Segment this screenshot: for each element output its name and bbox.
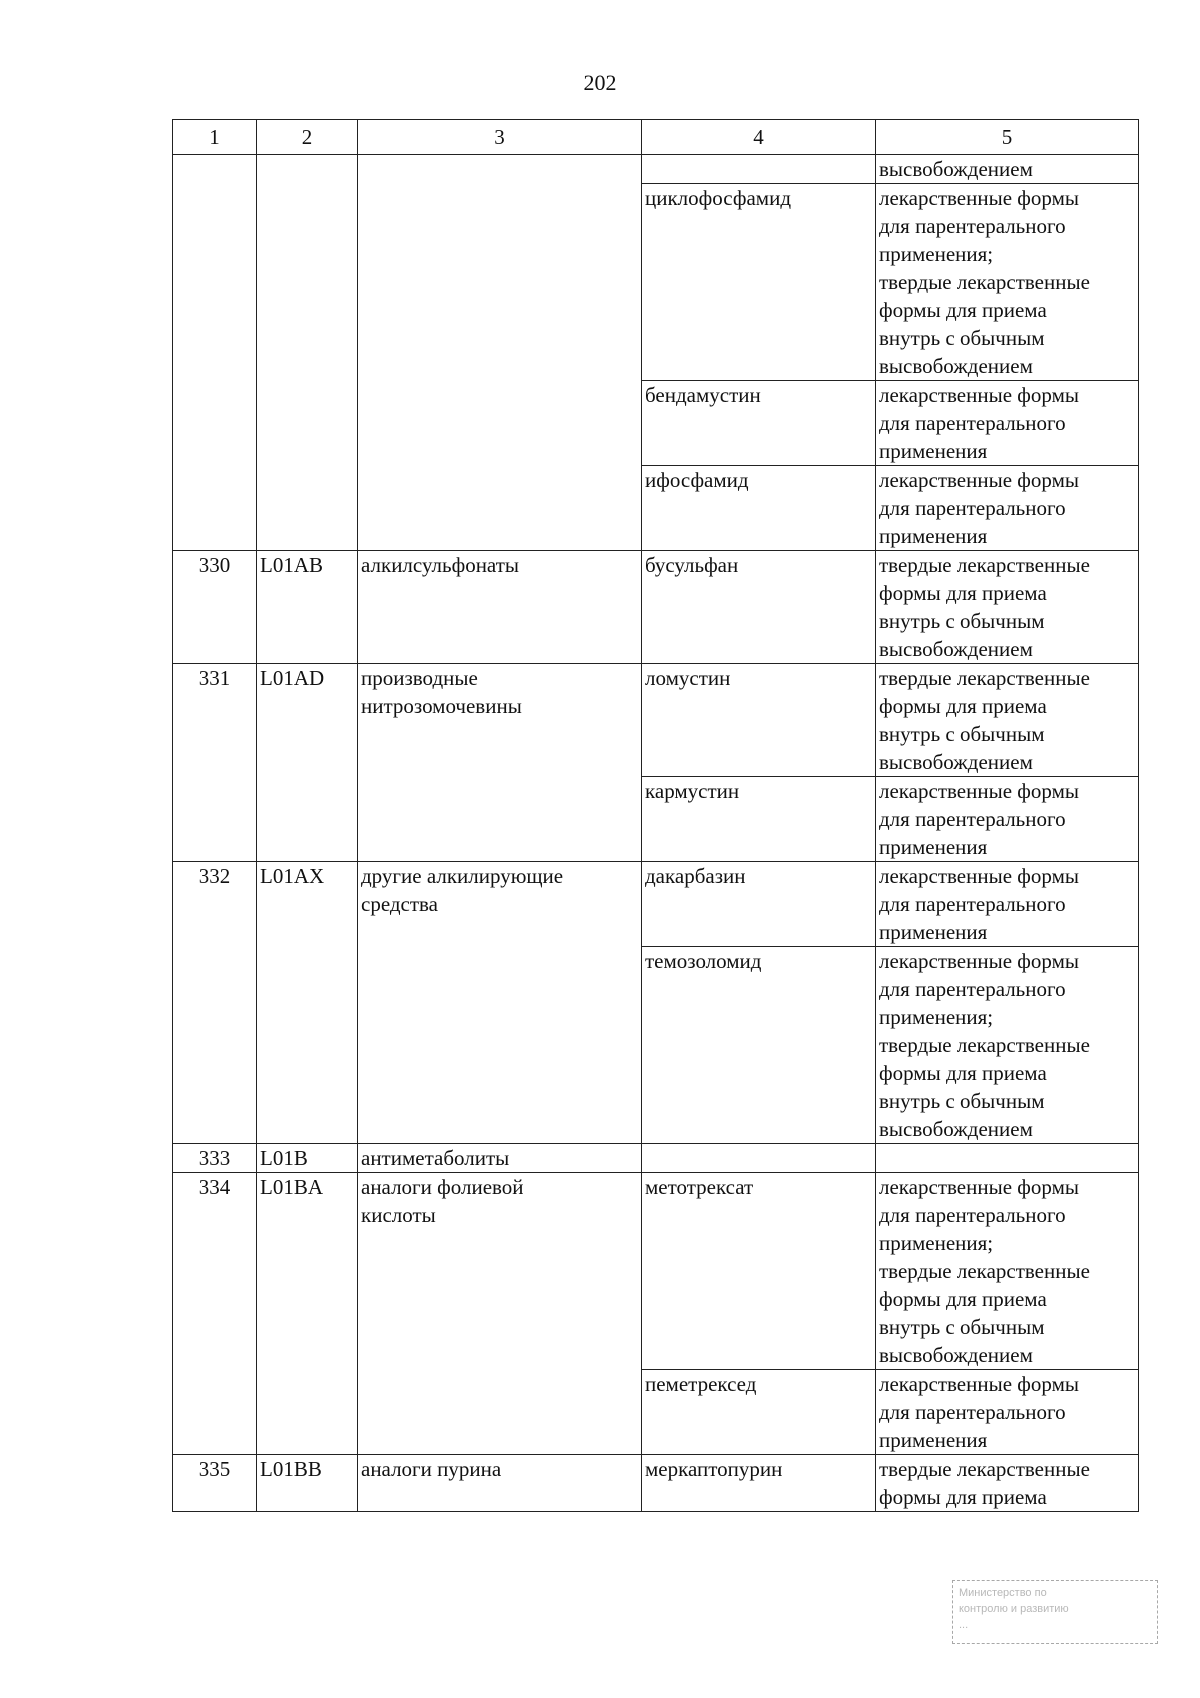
table-row: [173, 1455, 1139, 1512]
atc-code-cell: [257, 155, 358, 551]
atc-code-cell: L01AD: [257, 664, 358, 862]
table-row: [173, 1173, 1139, 1370]
group-cell: антиметаболиты: [358, 1144, 642, 1173]
atc-code-cell: L01AX: [257, 862, 358, 1144]
dosage-form-cell: твердые лекарственные формы для приема: [876, 1455, 1139, 1512]
row-number-cell: [173, 155, 257, 551]
drug-name-cell: [642, 1144, 876, 1173]
drug-name-cell: бендамустин: [642, 381, 876, 466]
dosage-form-cell: лекарственные формы для парентерального применения: [876, 1370, 1139, 1455]
stamp-line: контролю и развитию: [959, 1603, 1069, 1615]
group-cell: аналоги пурина: [358, 1455, 642, 1512]
row-number-cell: 331: [173, 664, 257, 862]
drug-name-cell: ломустин: [642, 664, 876, 777]
drug-name-cell: дакарбазин: [642, 862, 876, 947]
dosage-form-cell: лекарственные формы для парентерального применения; твердые лекарственные формы для приема внутрь с обычным высвобождением: [876, 1173, 1139, 1370]
drug-name-cell: пеметрексед: [642, 1370, 876, 1455]
page-number: 202: [583, 70, 617, 95]
drug-table: [172, 119, 1139, 1512]
dosage-form-cell: лекарственные формы для парентерального применения; твердые лекарственные формы для приема внутрь с обычным высвобождением: [876, 184, 1139, 381]
dosage-form-cell: лекарственные формы для парентерального применения: [876, 381, 1139, 466]
drug-name-cell: темозоломид: [642, 947, 876, 1144]
table-row: [173, 664, 1139, 777]
group-cell: [358, 155, 642, 551]
row-number-cell: 333: [173, 1144, 257, 1173]
drug-name-cell: метотрексат: [642, 1173, 876, 1370]
column-header: 2: [257, 120, 358, 155]
atc-code-cell: L01AB: [257, 551, 358, 664]
table-row: [173, 862, 1139, 947]
group-cell: производные нитрозомочевины: [358, 664, 642, 862]
row-number-cell: 330: [173, 551, 257, 664]
table-header-row: [173, 120, 1139, 155]
drug-name-cell: кармустин: [642, 777, 876, 862]
row-number-cell: 334: [173, 1173, 257, 1455]
group-cell: другие алкилирующие средства: [358, 862, 642, 1144]
group-cell: алкилсульфонаты: [358, 551, 642, 664]
stamp-line: ...: [959, 1619, 969, 1631]
dosage-form-cell: лекарственные формы для парентерального применения: [876, 862, 1139, 947]
table-row: [173, 1144, 1139, 1173]
official-stamp: [952, 1580, 1158, 1644]
drug-name-cell: бусульфан: [642, 551, 876, 664]
column-header: 4: [642, 120, 876, 155]
dosage-form-cell: лекарственные формы для парентерального применения; твердые лекарственные формы для приема внутрь с обычным высвобождением: [876, 947, 1139, 1144]
drug-name-cell: циклофосфамид: [642, 184, 876, 381]
dosage-form-cell: высвобождением: [876, 155, 1139, 184]
column-header: 3: [358, 120, 642, 155]
atc-code-cell: L01BA: [257, 1173, 358, 1455]
dosage-form-cell: [876, 1144, 1139, 1173]
column-header: 5: [876, 120, 1139, 155]
atc-code-cell: L01BB: [257, 1455, 358, 1512]
row-number-cell: 332: [173, 862, 257, 1144]
column-header: 1: [173, 120, 257, 155]
drug-name-cell: [642, 155, 876, 184]
table-row: [173, 155, 1139, 184]
row-number-cell: 335: [173, 1455, 257, 1512]
dosage-form-cell: твердые лекарственные формы для приема внутрь с обычным высвобождением: [876, 664, 1139, 777]
dosage-form-cell: твердые лекарственные формы для приема внутрь с обычным высвобождением: [876, 551, 1139, 664]
atc-code-cell: L01B: [257, 1144, 358, 1173]
stamp-line: Министерство по: [959, 1587, 1047, 1599]
dosage-form-cell: лекарственные формы для парентерального применения: [876, 466, 1139, 551]
drug-name-cell: меркаптопурин: [642, 1455, 876, 1512]
table-row: [173, 551, 1139, 664]
drug-name-cell: ифосфамид: [642, 466, 876, 551]
group-cell: аналоги фолиевой кислоты: [358, 1173, 642, 1455]
dosage-form-cell: лекарственные формы для парентерального применения: [876, 777, 1139, 862]
